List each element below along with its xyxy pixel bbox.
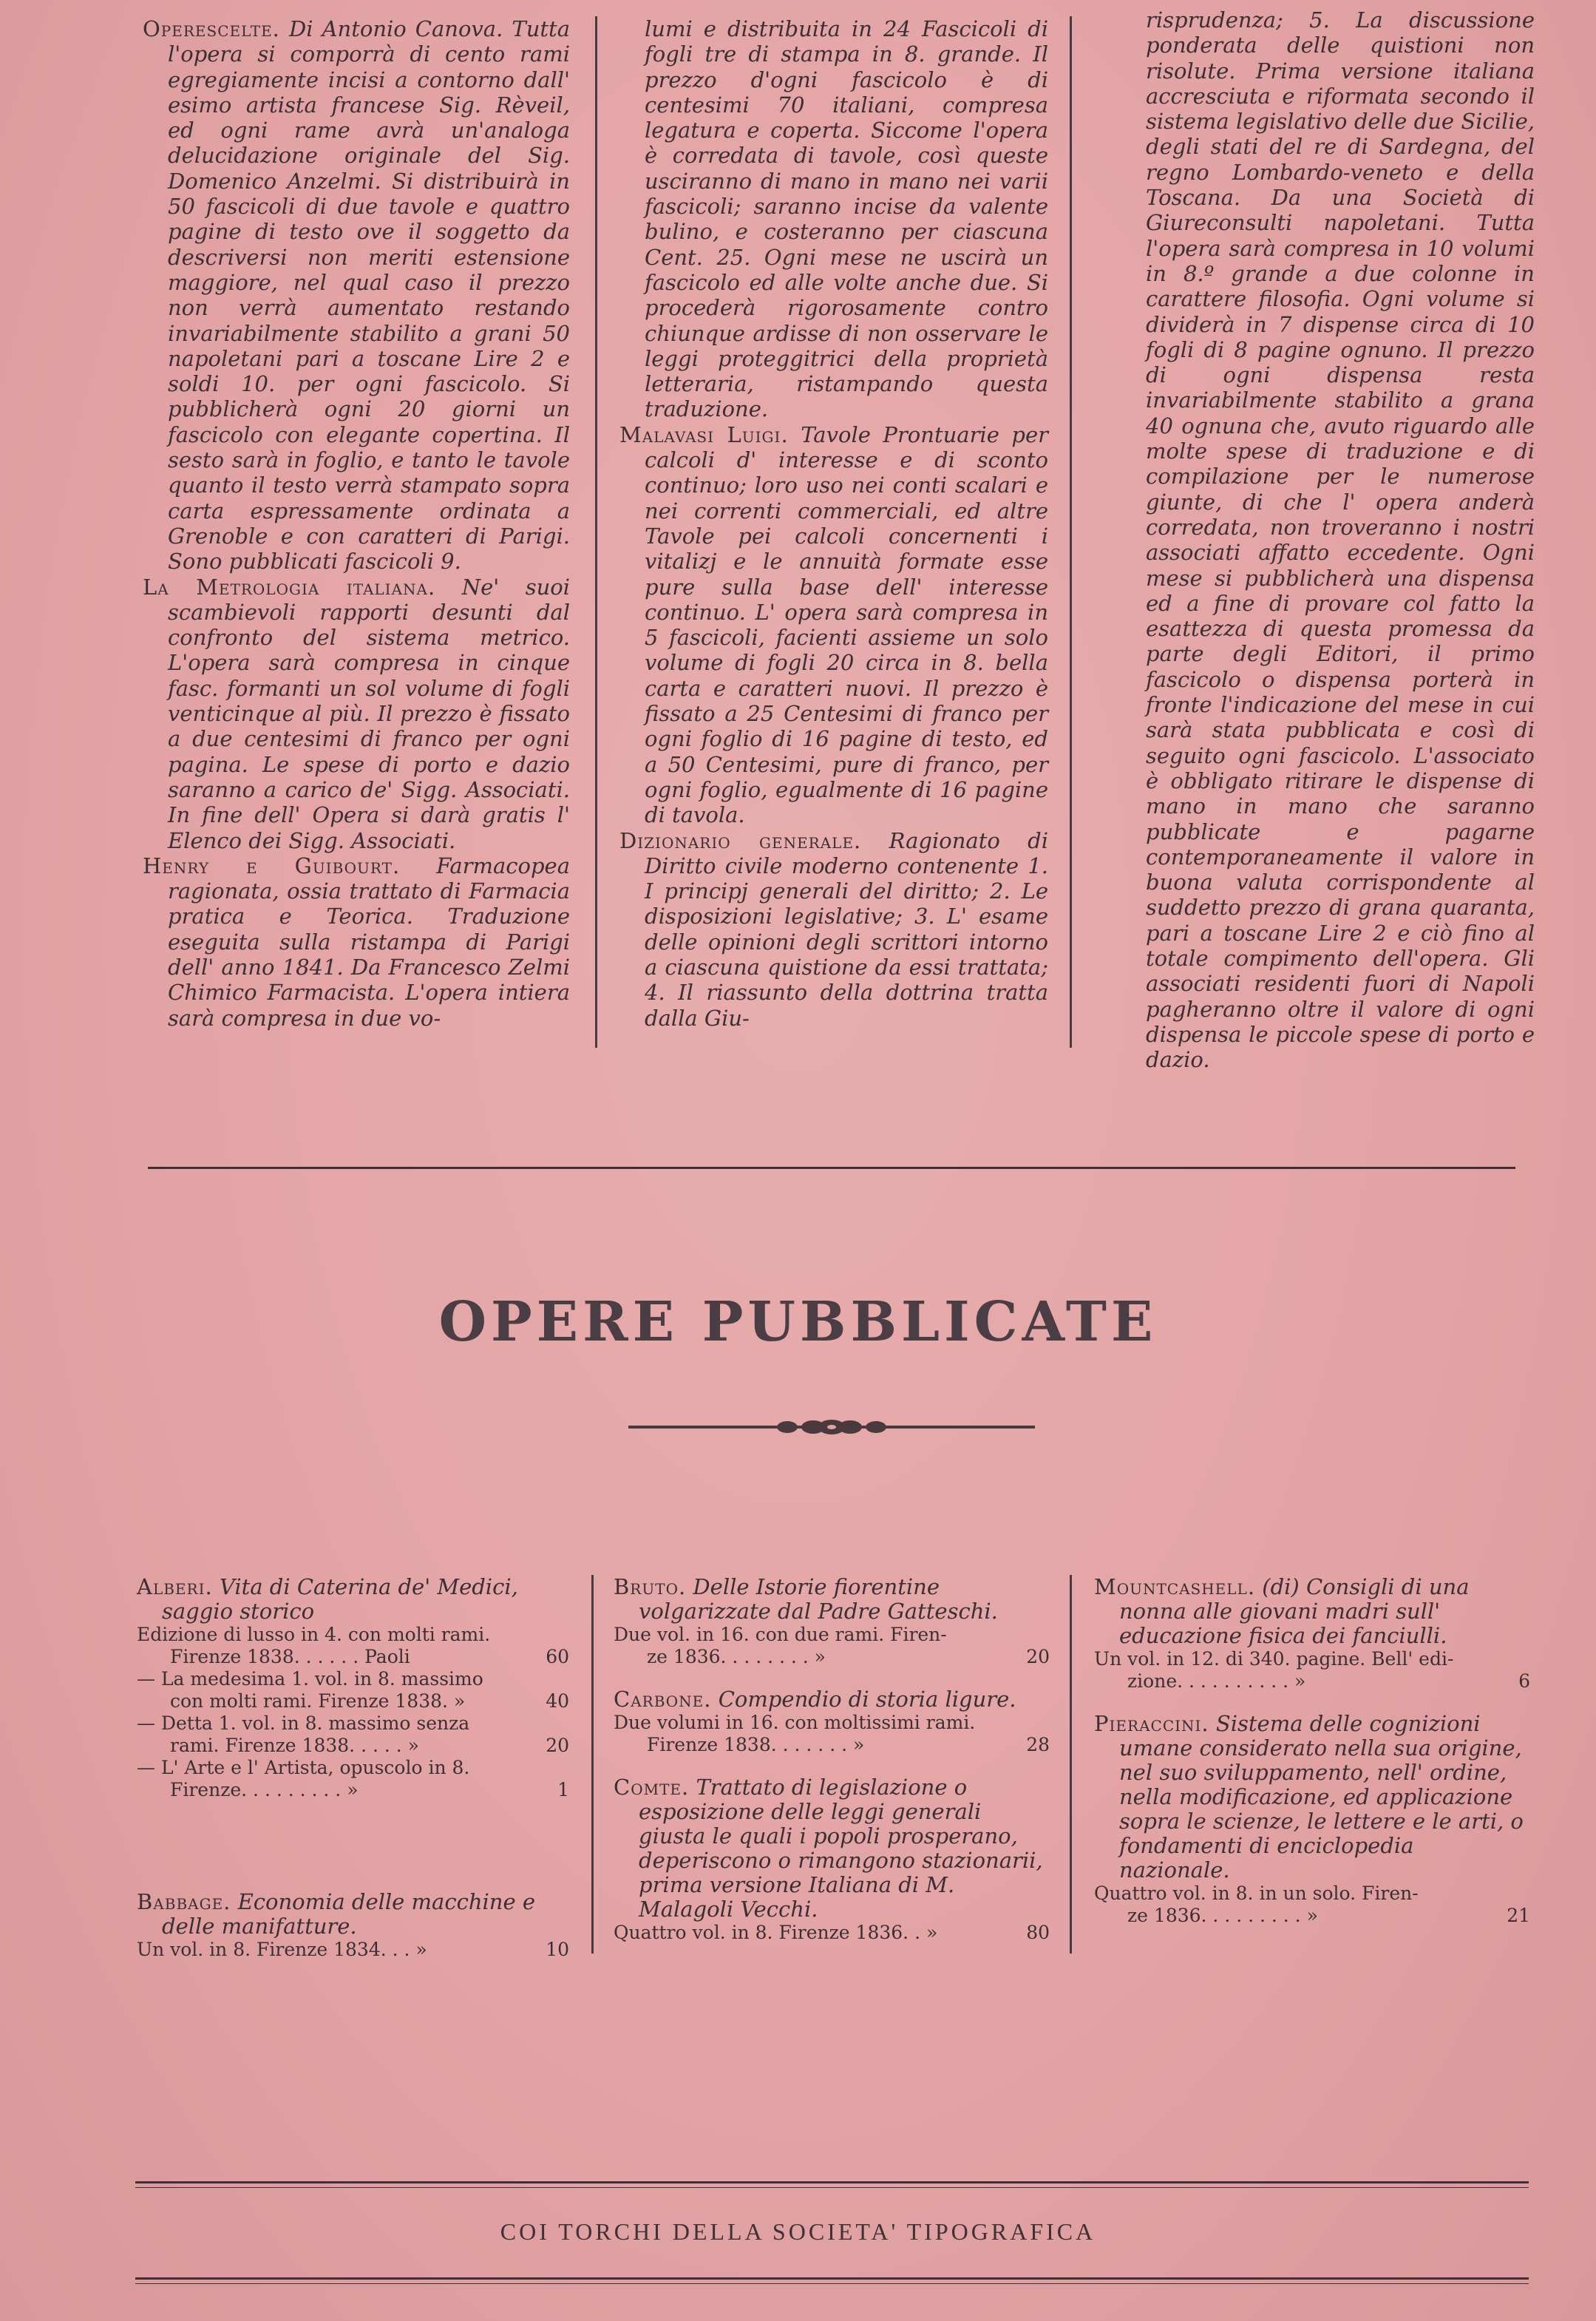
book-title: Trattato di legislazione o esposizione delle leggi generali giusta le quali i popoli prosperano, deperiscono o rimangono stazionarii, prima versione Italiana di M. Malagoli Vecchi. [639,1775,1043,1922]
edition-line [137,1646,569,1668]
bottom-divider-2 [1070,1575,1072,1954]
book-heading [137,1890,569,1939]
section-title: OPERE PUBBLICATE [438,1290,1158,1354]
edition-line [137,1712,569,1735]
footer-rule-bottom-thin [135,2283,1529,2284]
edition-text: ze 1836. . . . . . . . . » [1127,1905,1318,1926]
edition-text: Firenze. . . . . . . . . » [170,1779,359,1800]
section-rule [148,1167,1515,1169]
edition-price: 6 [1518,1670,1530,1692]
listing-entry [619,16,1048,422]
printer-imprint: COI TORCHI DELLA SOCIETA' TIPOGRAFICA [500,2218,1096,2245]
column-divider-1 [595,16,597,1048]
book-heading [137,1575,569,1624]
edition-line [1094,1670,1530,1693]
entry-text: Ragionato di Diritto civile moderno contenente 1. I principj generali del diritto; 2. Le disposizioni legislative; 3. L' esame delle opinioni degli scrittori intorno a ciascuna quistione da essi trattata; 4. Il riassunto della dottrina tratta dalla Giu- [645,827,1049,1031]
footer-rule-bottom [135,2277,1529,2280]
edition-line [1094,1648,1530,1670]
edition-line [137,1939,569,1961]
edition-line [1094,1883,1530,1905]
top-column-1 [143,16,570,1031]
edition-text: Edizione di lusso in 4. con molti rami. [137,1624,491,1645]
listing-entry [619,828,1048,1031]
entry-text: lumi e distribuita in 24 Fascicoli di fogli tre di stampa in 8. grande. Il prezzo d'ogni fascicolo è di centesimi 70 italiani, compresa legatura e coperta. Siccome l'opera è corredata di tavole, così queste usciranno di mano in mano nei varii fascicoli; saranno incise da valente bulino, e costeranno per ciascuna Cent. 25. Ogni mese ne uscirà un fascicolo ed alle volte anche due. Si procederà rigorosamente contro chiunque ardisse di non osservare le leggi proteggitrici della proprietà letteraria, ristampando questa traduzione. [645,16,1048,422]
edition-line [614,1624,1050,1646]
entry-author: Malavasi Luigi. [619,421,789,447]
edition-price: 20 [1026,1646,1050,1667]
book-title: Compendio di storia ligure. [718,1687,1016,1712]
edition-text: rami. Firenze 1838. . . . . » [170,1735,419,1756]
edition-text: — Detta 1. vol. in 8. massimo senza [137,1712,470,1734]
footer-rule-top [135,2181,1529,2183]
book-author: Babbage. [137,1889,231,1914]
book-author: Mountcashell. [1094,1574,1256,1599]
listing-entry [143,853,570,1031]
edition-text: Due vol. in 16. con due rami. Firen- [614,1624,947,1645]
book-entry [614,1687,1050,1756]
ornament-divider [628,1416,1035,1438]
entry-text: Di Antonio Canova. Tutta l'opera si comporrà di cento rami egregiamente incisi a contorno dall' esimo artista francese Sig. Rèveil, ed ogni rame avrà un'analoga delucidazione originale del Sig. Domenico Anzelmi. Si distribuirà in 50 fascicoli di due tavole e quattro pagine di testo ove il soggetto da descriversi non meriti estensione maggiore, nel qual caso il prezzo non verrà aumentato restando invariabilmente stabilito a grani 50 napoletani pari a toscane Lire 2 e soldi 10. per ogni fascicolo. Si pubblicherà ogni 20 giorni un fascicolo con elegante copertina. Il sesto sarà in foglio, e tanto le tavole quanto il testo verrà stampato sopra carta espressamente ordinata a Grenoble e con caratteri di Parigi. Sono pubblicati fascicoli 9. [168,16,570,575]
edition-price: 10 [546,1939,569,1960]
book-entry [137,1575,569,1801]
top-column-2 [619,16,1048,1031]
edition-text: con molti rami. Firenze 1838. » [170,1690,466,1712]
edition-line [137,1624,569,1646]
entry-author: Dizionario generale. [619,827,862,853]
edition-line [137,1690,569,1712]
book-title: Delle Istorie fiorentine volgarizzate dal Padre Gatteschi. [639,1574,998,1624]
edition-price: 1 [557,1779,569,1800]
edition-line [137,1757,569,1779]
book-author: Bruto. [614,1574,687,1599]
top-column-3 [1121,7,1535,1072]
listing-entry [143,16,570,575]
book-title: Vita di Caterina de' Medici, saggio storico [162,1574,518,1624]
bottom-column-3 [1094,1575,1530,1946]
book-entry [137,1890,569,1961]
edition-line [614,1712,1050,1734]
edition-line [137,1779,569,1801]
edition-price: 60 [546,1646,569,1667]
book-heading [1094,1575,1530,1648]
edition-text: Due volumi in 16. con moltissimi rami. [614,1712,976,1733]
edition-text: Quattro vol. in 8. Firenze 1836. . » [614,1922,938,1943]
book-entry [1094,1575,1530,1693]
edition-text: — L' Arte e l' Artista, opuscolo in 8. [137,1757,470,1778]
book-author: Carbone. [614,1687,712,1712]
edition-text: — La medesima 1. vol. in 8. massimo [137,1668,483,1690]
footer-rule-top-thin [135,2187,1529,2188]
entry-author: Operescelte. [143,16,280,41]
entry-author: Henry e Guibourt. [143,853,401,878]
edition-text: Firenze 1838. . . . . . . » [647,1734,865,1755]
listing-entry [143,575,570,853]
book-title: Economia delle macchine e delle manifatture. [162,1889,535,1939]
edition-text: Firenze 1838. . . . . . Paoli [170,1646,410,1667]
book-heading [614,1775,1050,1922]
book-entry [614,1775,1050,1944]
edition-price: 28 [1026,1734,1050,1755]
book-title: Sistema delle cognizioni umane considerato nella sua origine, nel suo sviluppamento, nell' ordine, nella modificazione, ed applicazione sopra le scienze, le lettere e le arti, o fondamenti di enciclopedia nazionale. [1119,1711,1524,1883]
edition-line [614,1646,1050,1668]
entry-text: Farmacopea ragionata, ossia trattato di Farmacia pratica e Teorica. Traduzione eseguita sulla ristampa di Parigi dell' anno 1841. Da Francesco Zelmi Chimico Farmacista. L'opera intiera sarà compresa in due vo- [168,853,570,1031]
edition-price: 21 [1507,1905,1530,1926]
entry-text: risprudenza; 5. La discussione ponderata delle quistioni non risolute. Prima versione italiana accresciuta e riformata secondo il sistema legislativo delle due Sicilie, degli stati del re di Sardegna, del regno Lombardo-veneto e della Toscana. Da una Società di Giureconsulti napoletani. Tutta l'opera sarà compresa in 10 volumi in 8.º grande a due colonne in carattere filosofia. Ogni volume si dividerà in 7 dispense circa di 10 fogli di 8 pagine ognuno. Il prezzo di ogni dispensa resta invariabilmente stabilito a grana 40 ognuna che, avuto riguardo alle molte spese di traduzione e di compilazione per le numerose giunte, di che l' opera anderà corredata, non troveranno i nostri associati affatto eccedente. Ogni mese si pubblicherà una dispensa ed a fine di provare col fatto la esattezza di questa promessa da parte degli Editori, il primo fascicolo o dispensa porterà in fronte l'indicazione del mese in cui sarà stata pubblicata e così di seguito ogni fascicolo. L'associato è obbligato ritirare le dispense di mano in mano che saranno pubblicate e pagarne contemporaneamente il valore in buona valuta corrispondente al suddetto prezzo di grana quaranta, pari a toscane Lire 2 e ciò fino al totale compimento dell'opera. Gli associati residenti fuori di Napoli pagheranno oltre il valore di ogni dispensa le piccole spese di porto e dazio. [1146,7,1535,1073]
edition-line [614,1922,1050,1944]
book-author: Comte. [614,1775,690,1800]
book-heading [614,1575,1050,1624]
book-title: (di) Consigli di una nonna alle giovani madri sull' educazione fisica dei fanciulli. [1119,1574,1470,1648]
edition-price: 40 [546,1690,569,1712]
edition-line [137,1735,569,1757]
edition-price: 80 [1026,1922,1050,1943]
edition-line [1094,1905,1530,1927]
listing-entry [1121,7,1535,1072]
book-heading [1094,1712,1530,1883]
edition-line [614,1734,1050,1756]
listing-entry [619,422,1048,828]
edition-text: Un vol. in 8. Firenze 1834. . . » [137,1939,427,1960]
edition-text: ze 1836. . . . . . . . » [647,1646,826,1667]
edition-text: zione. . . . . . . . . . » [1127,1670,1306,1692]
column-divider-2 [1070,16,1072,1048]
bottom-column-2 [614,1575,1050,1963]
edition-text: Quattro vol. in 8. in un solo. Firen- [1094,1883,1419,1904]
edition-price: 20 [546,1735,569,1756]
book-heading [614,1687,1050,1712]
edition-text: Un vol. in 12. di 340. pagine. Bell' edi- [1094,1648,1454,1670]
book-author: Alberi. [137,1574,213,1599]
edition-line [137,1668,569,1690]
book-author: Pieraccini. [1094,1711,1209,1736]
bottom-column-1 [137,1575,569,1980]
entry-text: Ne' suoi scambievoli rapporti desunti dal confronto del sistema metrico. L'opera sarà compresa in cinque fasc. formanti un sol volume di fogli venticinque al più. Il prezzo è fissato a due centesimi di franco per ogni pagina. Le spese di porto e dazio saranno a carico de' Sigg. Associati. In fine dell' Opera si darà gratis l' Elenco dei Sigg. Associati. [168,574,570,853]
entry-author: La Metrologia italiana. [143,574,436,600]
entry-text: Tavole Prontuarie per calcoli d' interesse e di sconto continuo; loro uso nei conti scalari e nei correnti commerciali, ed altre Tavole pei calcoli concernenti i vitalizj e le annuità formate esse pure sulla base dell' interesse continuo. L' opera sarà compresa in 5 fascicoli, facienti assieme un solo volume di fogli 20 circa in 8. bella carta e caratteri nuovi. Il prezzo è fissato a 25 Centesimi di franco per ogni foglio di 16 pagine di testo, ed a 50 Centesimi, pure di franco, per ogni foglio, egualmente di 16 pagine di tavola. [645,421,1049,828]
book-entry [1094,1712,1530,1927]
bottom-divider-1 [591,1575,594,1954]
book-entry [614,1575,1050,1668]
